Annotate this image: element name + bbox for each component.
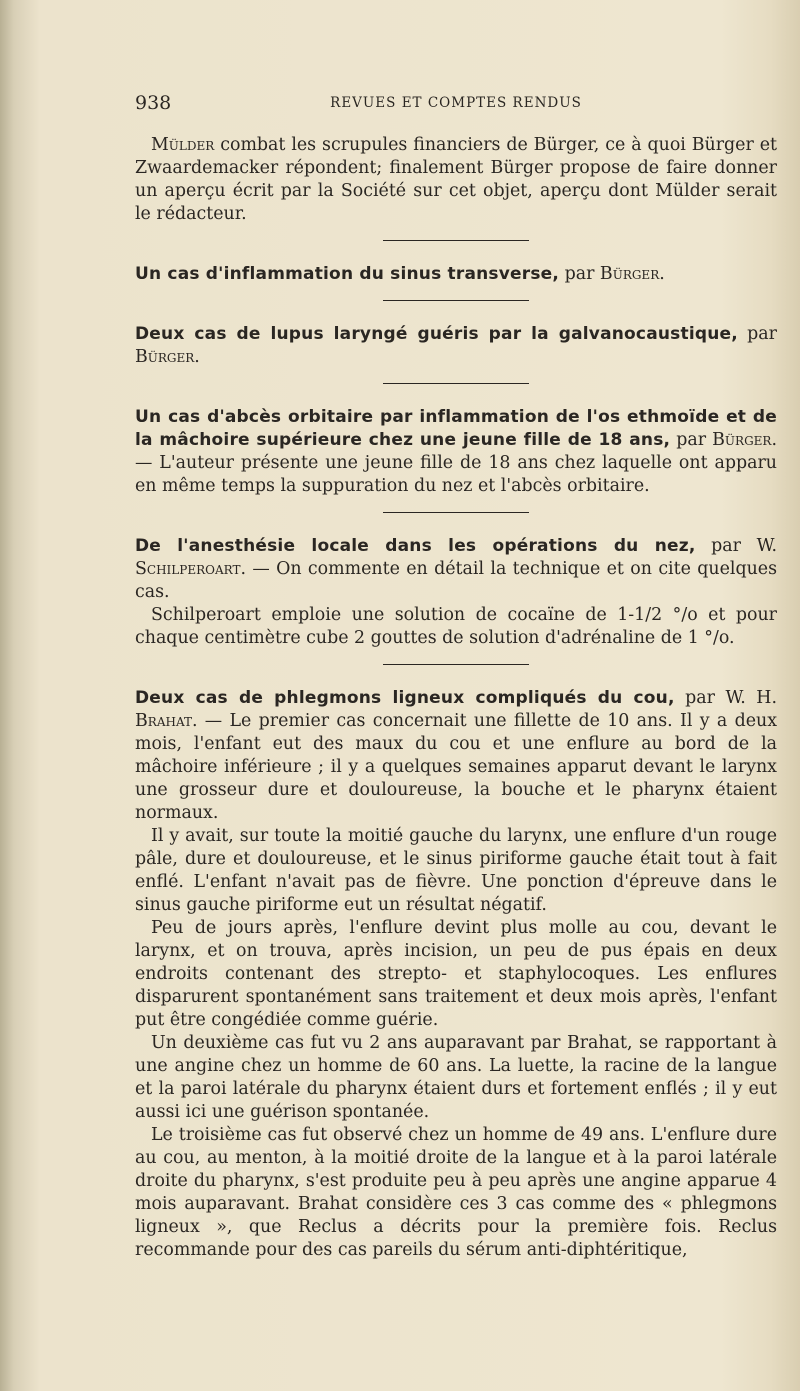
paragraph-text: Un deuxième cas fut vu 2 ans auparavant par Brahat, se rapportant à une angine chez un homme de 60 ans. La luette, la racine de la langue et la paroi latérale du pharynx étaient durs et fortement enflés ; il y eut aussi ici une guérison spontanée.: [135, 1033, 777, 1122]
by-text: par: [670, 430, 713, 450]
by-text: par: [559, 264, 600, 284]
by-text: par W.: [695, 536, 777, 556]
article-sinus-transverse: [135, 263, 777, 286]
article-phlegmons-ligneux: [135, 687, 777, 825]
paragraph-text: — On commente en détail la technique et on cite quelques cas.: [135, 559, 777, 602]
by-text: par: [737, 324, 777, 344]
author-name: Bürger.: [712, 430, 777, 450]
paragraph-text: Le troisième cas fut observé chez un homme de 49 ans. L'enflure dure au cou, au menton, à la moitié droite de la langue et à la paroi latérale droite du pharynx, s'est produite peu à peu après une angine apparue 4 mois auparavant. Brahat considère ces 3 cas comme des « phlegmons ligneux », que Reclus a décrits pour la première fois. Reclus recommande pour des cas pareils du sérum anti-diphtéritique,: [135, 1125, 777, 1260]
section-rule: [383, 383, 529, 384]
article-anesthesie-locale: [135, 535, 777, 604]
author-name: Bürger.: [599, 264, 665, 284]
running-head: [135, 92, 777, 122]
paragraph-text: — L'auteur présente une jeune fille de 18 ans chez laquelle ont apparu en même temps la suppuration du nez et l'abcès orbitaire.: [135, 453, 777, 496]
article-abces-orbitaire: [135, 406, 777, 498]
paragraph-text: — Le premier cas concernait une fillette de 10 ans. Il y a deux mois, l'enfant eut des maux du cou et une enflure au bord de la mâchoire inférieure ; il y a quelques semaines apparut devant le larynx une grosseur dure et douloureuse, la bouche et le pharynx étaient normaux.: [135, 711, 777, 823]
section-rule: [383, 664, 529, 665]
section-rule: [383, 300, 529, 301]
text-column: [135, 92, 777, 1262]
article-title: Deux cas de lupus laryngé guéris par la galvanocaustique,: [135, 324, 738, 344]
section-rule: [383, 512, 529, 513]
article-title: De l'anesthésie locale dans les opérations du nez,: [135, 536, 696, 556]
article-title: Un cas d'inflammation du sinus transverse,: [135, 264, 560, 284]
section-rule: [383, 240, 529, 241]
page-number: 938: [135, 92, 172, 114]
paragraph-text: combat les scrupules financiers de Bürger, ce à quoi Bürger et Zwaardemacker répondent; finalement Bürger propose de faire donner un aperçu écrit par la Société sur cet objet, aperçu dont Mülder serait le rédacteur.: [135, 135, 777, 224]
article-title: Deux cas de phlegmons ligneux compliqués du cou,: [135, 688, 675, 708]
author-name: Schilperoart.: [135, 559, 246, 579]
paragraph-mulder: [135, 134, 777, 226]
paragraph-text: Il y avait, sur toute la moitié gauche du larynx, une enflure d'un rouge pâle, dure et douloureuse, et le sinus piriforme gauche était tout à fait enflé. L'enfant n'avait pas de fièvre. Une ponction d'épreuve dans le sinus gauche piriforme eut un résultat négatif.: [135, 826, 777, 915]
author-name: Mülder: [151, 135, 215, 155]
author-name: Bürger.: [135, 347, 200, 367]
author-name: Brahat.: [135, 711, 198, 731]
by-text: par W. H.: [674, 688, 778, 708]
paragraph-text: Schilperoart emploie une solution de cocaïne de 1-1/2 °/o et pour chaque centimètre cube 2 gouttes de solution d'adrénaline de 1 °/o.: [135, 605, 777, 648]
article-title: Un cas d'abcès orbitaire par inflammation de l'os ethmoïde et de la mâchoire supérieure chez une jeune fille de 18 ans,: [135, 407, 777, 450]
running-title: REVUES ET COMPTES RENDUS: [330, 95, 582, 111]
article-lupus-larynge: [135, 323, 777, 369]
paragraph-text: Peu de jours après, l'enflure devint plus molle au cou, devant le larynx, et on trouva, après incision, un peu de pus épais en deux endroits contenant des strepto- et staphylocoques. Les enflures disparurent spontanément sans traitement et deux mois après, l'enfant put être congédiée comme guérie.: [135, 918, 777, 1030]
